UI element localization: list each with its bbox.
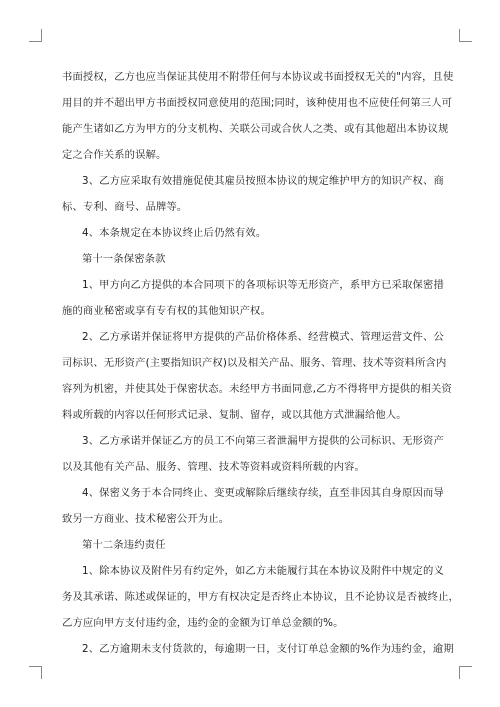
text-line: 1、甲方向乙方提供的本合同项下的各项标识等无形资产，系甲方已采取保密措 xyxy=(82,279,444,291)
section-heading: 第十一条保密条款 xyxy=(82,253,166,265)
text-line: 标、专利、商号、品牌等。 xyxy=(62,201,188,213)
text-line: 4、本条规定在本协议终止后仍然有效。 xyxy=(82,227,267,239)
text-line: 乙方应向甲方支付违约金，违约金的金额为订单总金额的%。 xyxy=(62,617,344,629)
text-line: 2、乙方逾期未支付货款的，每逾期一日，支付订单总金额的%作为违约金，逾期 xyxy=(82,643,454,655)
text-line: 容列为机密，并使其处于保密状态。未经甲方书面同意,乙方不得将甲方提供的相关资 xyxy=(62,383,452,395)
crop-mark-bottom-right xyxy=(459,666,472,679)
crop-mark-top-right xyxy=(459,29,472,42)
text-line: 用目的并不超出甲方书面授权同意使用的范围;同时，该种使用也不应使任何第三人可 xyxy=(62,97,453,109)
crop-mark-top-left xyxy=(29,29,42,42)
text-line: 施的商业秘密或享有专有权的其他知识产权。 xyxy=(62,305,271,317)
text-line: 致另一方商业、技术秘密公开为止。 xyxy=(62,513,230,525)
text-line: 务及其承诺、陈述或保证的，甲方有权决定是否终止本协议，且不论协议是否被终止， xyxy=(62,591,459,603)
section-heading: 第十二条违约责任 xyxy=(82,539,166,551)
text-line: 3、乙方应采取有效措施促使其雇员按照本协议的规定维护甲方的知识产权、商 xyxy=(82,175,444,187)
text-line: 3、乙方承诺并保证乙方的员工不向第三者泄漏甲方提供的公司标识、无形资产 xyxy=(82,435,444,447)
text-line: 司标识、无形资产(主要指知识产权)以及相关产品、服务、管理、技术等资料所含内 xyxy=(62,357,447,369)
document-page xyxy=(62,64,459,662)
text-line: 4、保密义务于本合同终止、变更或解除后继续存续，直至非因其自身原因而导 xyxy=(82,487,444,499)
text-line: 料或所载的内容以任何形式记录、复制、留存，或以其他方式泄漏给他人。 xyxy=(62,409,407,421)
text-line: 1、除本协议及附件另有约定外，如乙方未能履行其在本协议及附件中规定的义 xyxy=(82,565,444,577)
text-line: 能产生诸如乙方为甲方的分支机构、关联公司或合伙人之类、或有其他超出本协议规 xyxy=(62,123,449,135)
text-line: 定之合作关系的误解。 xyxy=(62,149,167,161)
text-line: 2、乙方承诺并保证将甲方提供的产品价格体系、经营模式、管理运营文件、公 xyxy=(82,331,444,343)
crop-mark-bottom-left xyxy=(29,666,42,679)
text-line: 以及其他有关产品、服务、管理、技术等资料或资料所载的内容。 xyxy=(62,461,365,473)
text-line: 书面授权，乙方也应当保证其使用不附带任何与本协议或书面授权无关的"内容，且使 xyxy=(62,71,454,83)
